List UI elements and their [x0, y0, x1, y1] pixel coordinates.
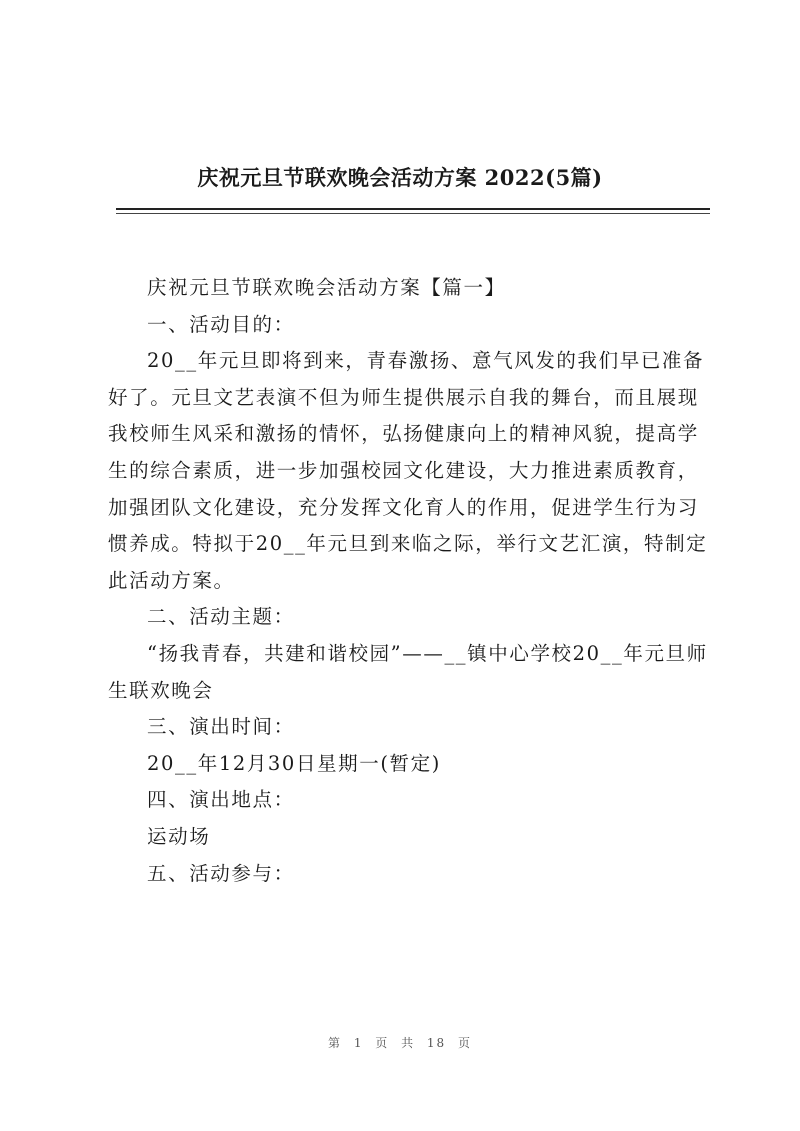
- paragraph: 五、活动参与：: [147, 861, 295, 885]
- document-title: 庆祝元旦节联欢晚会活动方案 2022(5篇): [197, 165, 603, 190]
- title-underline-thin: [116, 213, 710, 214]
- page-footer: 第 1 页 共 18 页: [328, 1036, 472, 1050]
- paragraph: 三、演出时间：: [147, 715, 295, 739]
- document-body: [108, 270, 712, 892]
- paragraph: 二、活动主题：: [147, 605, 295, 629]
- title-underline-thick: [116, 208, 710, 210]
- paragraph: “扬我青春，共建和谐校园”——__镇中心学校20__年元旦师生联欢晚会: [108, 641, 708, 702]
- paragraph: 一、活动目的：: [147, 312, 295, 336]
- paragraph: 20__年元旦即将到来，青春激扬、意气风发的我们早已准备好了。元旦文艺表演不但为师生提供展示自我的舞台，而且展现我校师生风采和激扬的情怀，弘扬健康向上的精神风貌，提高学生的综合素质，进一步加强校园文化建设，大力推进素质教育，加强团队文化建设，充分发挥文化育人的作用，促进学生行为习惯养成。特拟于20__年元旦到来临之际，举行文艺汇演，特制定此活动方案。: [108, 349, 708, 592]
- paragraph: 四、演出地点：: [147, 788, 295, 812]
- paragraph: 运动场: [147, 824, 211, 848]
- paragraph: 20__年12月30日星期一(暂定): [147, 751, 441, 775]
- section-heading: 庆祝元旦节联欢晚会活动方案【篇一】: [147, 276, 506, 299]
